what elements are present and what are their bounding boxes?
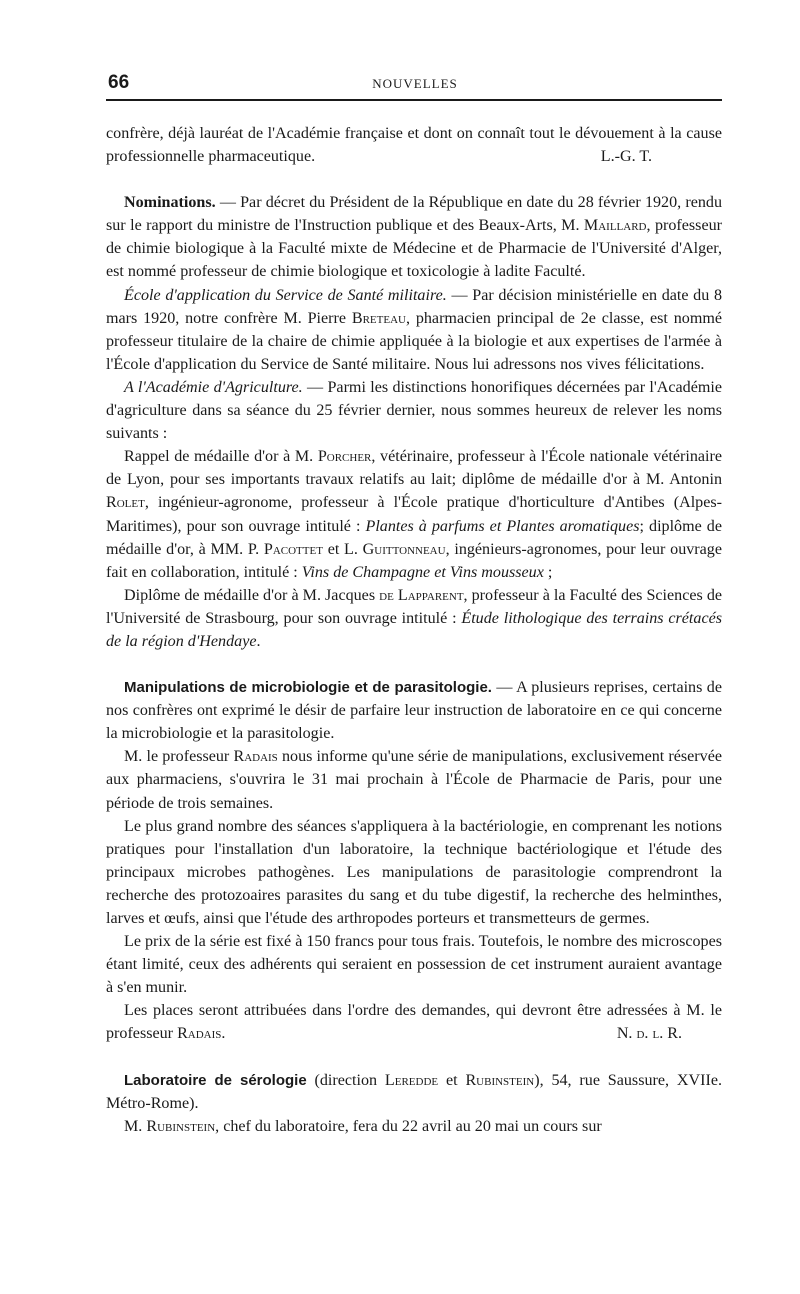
name-rubinstein: Rubinstein	[465, 1071, 535, 1089]
name-breteau: Breteau	[351, 309, 406, 327]
laboratoire-text-b: et	[438, 1071, 466, 1089]
rappel-text-c: , ingénieur-agronome, professeur à l'École pratique d'horticulture d'Antibes (Alpes-Maritimes), pour son ouvrage intitulé :	[106, 494, 722, 535]
rappel-text-d: ; diplôme de médaille d'or, à MM. P.	[106, 517, 722, 558]
running-title: NOUVELLES	[372, 76, 458, 91]
page-header	[106, 70, 724, 100]
laboratoire-p2-b: , chef du laboratoire, fera du 22 avril au 20 mai un cours sur	[215, 1117, 602, 1135]
page-number: 66	[108, 72, 130, 93]
name-lapparent: Lapparent	[397, 586, 464, 604]
manipulations-p5	[106, 999, 722, 1045]
nominations-text-b: , professeur de chimie biologique à la Faculté mixte de Médecine et de Pharmacie de l'Université d'Alger, est nommé professeur de chimie biologique et toxicologie à ladite Faculté.	[106, 217, 722, 281]
manipulations-p3: Le plus grand nombre des séances s'appliquera à la bactériologie, en comprenant les notions pratiques pour l'installation d'un laboratoire, la technique bactériologique et l'étude des principaux microbes pathogènes. Les manipulations de parasitologie comprendront la recherche des protozoaires parasites du sang et du tube digestif, la recherche des helminthes, larves et œufs, ainsi que l'étude des arthropodes porteurs et transmetteurs de germes.	[106, 817, 722, 927]
name-radais: Radais	[233, 748, 278, 766]
laboratoire-paragraph	[106, 1069, 722, 1115]
manipulations-p5-b: .	[221, 1025, 226, 1043]
laboratoire-text-c: ), 54, rue Saussure, XVIIe. Métro-Rome).	[106, 1071, 723, 1112]
rappel-paragraph	[106, 445, 722, 584]
nominations-heading: Nominations.	[124, 194, 216, 212]
laboratoire-heading: Laboratoire de sérologie	[124, 1071, 307, 1089]
rappel-text-g: ;	[543, 563, 553, 581]
diplome-paragraph	[106, 584, 722, 653]
ecole-paragraph	[106, 284, 722, 376]
laboratoire-text-a: (direction	[306, 1071, 385, 1089]
name-de: de	[379, 586, 394, 604]
nominations-paragraph	[106, 191, 722, 283]
manipulations-p2	[106, 745, 722, 814]
name-pacottet: Pacottet	[263, 540, 323, 558]
manipulations-p4: Le prix de la série est fixé à 150 francs pour tous frais. Toutefois, le nombre des microscopes étant limité, ceux des adhérents qui seraient en possession de cet instrument auraient avantage à s'en munir.	[106, 933, 722, 997]
name-rubinstein-2: Rubinstein	[146, 1117, 216, 1135]
manipulations-intro: — A plusieurs reprises, certains de nos confrères ont exprimé le désir de parfaire leur instruction de laboratoire en ce qui concerne la microbiologie et la parasitologie.	[106, 679, 722, 743]
name-leredde: Leredde	[384, 1071, 439, 1089]
diplome-text-b: , professeur à la Faculté des Sciences de l'Université de Strasbourg, pour son ouvrage intitulé :	[106, 586, 723, 627]
manipulations-p5-a: Les places seront attribuées dans l'ordre des demandes, qui devront être adressées à M. le professeur	[106, 1002, 722, 1043]
manipulations-paragraph	[106, 676, 722, 745]
header-rule	[106, 99, 722, 101]
signature-ndlr: N. d. l. R.	[616, 1025, 682, 1043]
name-radais-2: Radais	[177, 1025, 222, 1043]
manipulations-heading: Manipulations de microbiologie et de parasitologie.	[124, 679, 492, 697]
page-body	[106, 122, 722, 1138]
diplome-text-c: .	[256, 632, 261, 650]
academie-heading: A l'Académie d'Agriculture.	[124, 378, 303, 396]
ecole-text-a: — Par décision ministérielle en date du 8 mars 1920, notre confrère M. Pierre	[106, 286, 722, 327]
academie-paragraph	[106, 376, 722, 445]
ecole-text-b: , pharmacien principal de 2e classe, est nommé professeur titulaire de la chaire de chimie appliquée à la biologie et aux expertises de l'armée à l'École d'application du Service de Santé militaire. Nous lui adressons nos vives félicitations.	[106, 309, 722, 373]
continuation-text: confrère, déjà lauréat de l'Académie française et dont on connaît tout le dévouement à la cause professionnelle pharmaceutique.	[106, 125, 722, 166]
academie-text: — Parmi les distinctions honorifiques décernées par l'Académie d'agriculture dans sa séance du 25 février dernier, nous sommes heureux de relever les noms suivants :	[106, 378, 723, 443]
rappel-text-f: , ingénieurs-agronomes, pour leur ouvrage fait en collaboration, intitulé :	[106, 540, 722, 581]
title-plantes: Plantes à parfums et Plantes aromatiques	[365, 517, 640, 535]
name-guittonneau: Guittonneau	[362, 540, 446, 558]
rappel-text-a: Rappel de médaille d'or à M.	[124, 448, 318, 466]
name-maillard: Maillard	[583, 217, 647, 235]
name-porcher: Porcher	[317, 448, 372, 466]
nominations-text-a: — Par décret du Président de la République en date du 28 février 1920, rendu sur le rapport du ministre de l'Instruction publique et des Beaux-Arts, M.	[106, 194, 722, 235]
title-vins: Vins de Champagne et Vins mousseux	[301, 563, 544, 581]
continuation-paragraph	[106, 122, 722, 168]
laboratoire-p2	[106, 1115, 722, 1138]
manipulations-p2-a: M. le professeur	[124, 748, 234, 766]
rappel-text-e: et L.	[322, 540, 363, 558]
signature-lgt: L.-G. T.	[600, 148, 652, 166]
laboratoire-p2-a: M.	[124, 1117, 147, 1135]
diplome-text-a: Diplôme de médaille d'or à M. Jacques	[124, 586, 380, 604]
title-etude: Étude lithologique des terrains crétacés de la région d'Hendaye	[106, 609, 723, 650]
name-rolet: Rolet	[106, 494, 145, 512]
manipulations-p2-b: nous informe qu'une série de manipulations, exclusivement réservée aux pharmaciens, s'ouvrira le 31 mai prochain à l'École de Pharmacie de Paris, pour une période de trois semaines.	[106, 748, 722, 812]
rappel-text-b: , vétérinaire, professeur à l'École nationale vétérinaire de Lyon, pour ses importants travaux relatifs au lait; diplôme de médaille d'or à M. Antonin	[106, 448, 722, 489]
ecole-heading: École d'application du Service de Santé militaire.	[124, 286, 447, 304]
